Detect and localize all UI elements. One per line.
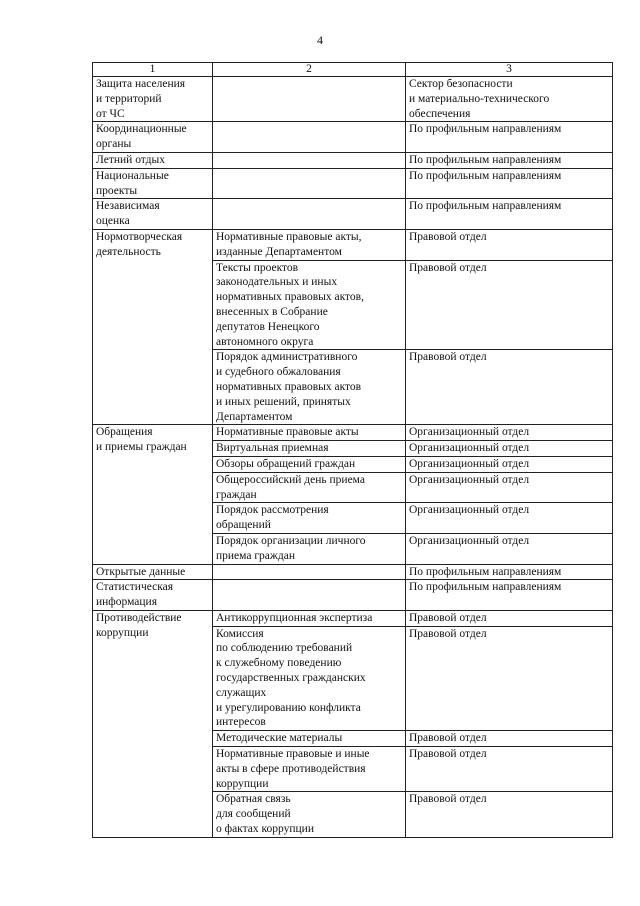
cell-text-line: Защита населения (96, 78, 186, 90)
cell-text-line: деятельность (96, 245, 161, 258)
table-cell-col2 (213, 731, 406, 747)
cell-text-line: о фактах коррупции (216, 823, 314, 836)
table-row (93, 425, 613, 441)
table-row (93, 152, 613, 168)
cell-text-line: оценка (96, 215, 130, 228)
table-cell-col1 (93, 229, 213, 424)
cell-text-line: информация (96, 596, 157, 609)
column-header: 1 (93, 63, 213, 77)
table-cell-col1 (93, 564, 213, 580)
cell-text-line: Независимая (96, 200, 160, 213)
cell-text-line: и иных решений, принятых (216, 395, 351, 408)
table-cell-col2 (213, 472, 406, 503)
table-cell-col2 (213, 122, 406, 153)
table-header-row (93, 63, 613, 77)
cell-text-line: Правовой отдел (409, 732, 487, 745)
table-cell-col2 (213, 152, 406, 168)
table-cell-col3 (406, 472, 613, 503)
table-cell-col1 (93, 122, 213, 153)
table-cell-col1 (93, 152, 213, 168)
table-cell-col2 (213, 260, 406, 350)
cell-text-line: приема граждан (216, 549, 295, 562)
cell-text-line: Обзоры обращений граждан (216, 457, 356, 470)
cell-text-line: Нормотворческая (96, 230, 183, 243)
table-cell-col1 (93, 77, 213, 122)
table-row (93, 122, 613, 153)
cell-text-line: и материально-технического (409, 92, 550, 105)
table-cell-col3 (406, 229, 613, 260)
cell-text-line: Правовой отдел (409, 748, 487, 761)
cell-text-line: органы (96, 138, 132, 151)
cell-text-line: акты в сфере противодействия (216, 762, 366, 775)
cell-text-line: Сектор безопасности (409, 78, 513, 90)
table-cell-col3 (406, 731, 613, 747)
table-cell-col1 (93, 580, 213, 611)
table-cell-col2 (213, 456, 406, 472)
cell-text-line: Противодействие (96, 611, 182, 624)
cell-text-line: Организационный отдел (409, 473, 530, 486)
table-row (93, 77, 613, 122)
cell-text-line: изданные Департаментом (216, 245, 342, 258)
cell-text-line: обращений (216, 519, 271, 532)
table-row (93, 229, 613, 260)
table-cell-col2 (213, 533, 406, 564)
table-cell-col3 (406, 456, 613, 472)
cell-text-line: Правовой отдел (409, 793, 487, 806)
cell-text-line: и урегулированию конфликта (216, 701, 361, 714)
table-cell-col3 (406, 425, 613, 441)
table-row (93, 580, 613, 611)
cell-text-line: Координационные (96, 123, 187, 136)
cell-text-line: Правовой отдел (409, 230, 487, 243)
cell-text-line: Тексты проектов (216, 261, 299, 274)
cell-text-line: Обращения (96, 426, 153, 439)
cell-text-line: Организационный отдел (409, 426, 530, 439)
table-cell-col3 (406, 260, 613, 350)
table-cell-col3 (406, 199, 613, 230)
cell-text-line: Методические материалы (216, 732, 343, 745)
table-cell-col3 (406, 747, 613, 792)
cell-text-line: Виртуальная приемная (216, 442, 329, 455)
table-cell-col3 (406, 792, 613, 837)
table-cell-col3 (406, 580, 613, 611)
cell-text-line: Организационный отдел (409, 534, 530, 547)
cell-text-line: служащих (216, 686, 267, 699)
table-body (93, 77, 613, 838)
cell-text-line: Правовой отдел (409, 351, 487, 364)
table-cell-col3 (406, 533, 613, 564)
cell-text-line: По профильным направлениям (409, 581, 562, 594)
cell-text-line: Нормативные правовые акты (216, 426, 359, 439)
table-row (93, 199, 613, 230)
cell-text-line: интересов (216, 716, 266, 729)
cell-text-line: и приемы граждан (96, 441, 187, 454)
cell-text-line: граждан (216, 488, 257, 501)
cell-text-line: внесенных в Собрание (216, 305, 328, 318)
cell-text-line: Департаментом (216, 410, 293, 423)
table-cell-col3 (406, 441, 613, 457)
cell-text-line: Правовой отдел (409, 611, 487, 624)
table-row (93, 610, 613, 626)
table-cell-col3 (406, 503, 613, 534)
table-cell-col3 (406, 564, 613, 580)
table-cell-col3 (406, 77, 613, 122)
page-number: 4 (317, 33, 323, 47)
table-cell-col2 (213, 77, 406, 122)
table-cell-col2 (213, 168, 406, 199)
table-cell-col3 (406, 350, 613, 425)
cell-text-line: Общероссийский день приема (216, 473, 365, 486)
table-cell-col2 (213, 747, 406, 792)
table-cell-col2 (213, 580, 406, 611)
table-cell-col2 (213, 503, 406, 534)
column-header: 2 (213, 63, 406, 77)
table-cell-col2 (213, 792, 406, 837)
cell-text-line: коррупции (96, 626, 149, 639)
cell-text-line: законодательных и иных (216, 276, 338, 289)
document-table (92, 62, 613, 838)
cell-text-line: нормативных правовых актов (216, 380, 362, 393)
cell-text-line: Комиссия (216, 627, 264, 640)
cell-text-line: Национальные (96, 169, 169, 182)
table-cell-col1 (93, 610, 213, 837)
table-cell-col3 (406, 122, 613, 153)
cell-text-line: нормативных правовых актов, (216, 291, 364, 304)
table-cell-col2 (213, 199, 406, 230)
cell-text-line: Организационный отдел (409, 442, 530, 455)
cell-text-line: Порядок административного (216, 351, 358, 364)
cell-text-line: от ЧС (96, 107, 125, 120)
table-cell-col3 (406, 168, 613, 199)
cell-text-line: государственных гражданских (216, 672, 366, 685)
cell-text-line: По профильным направлениям (409, 123, 562, 136)
cell-text-line: Нормативные правовые акты, (216, 230, 362, 243)
table-cell-col2 (213, 564, 406, 580)
cell-text-line: По профильным направлениям (409, 565, 562, 578)
cell-text-line: для сообщений (216, 808, 291, 821)
cell-text-line: Открытые данные (96, 565, 186, 578)
table-row (93, 168, 613, 199)
table-cell-col1 (93, 425, 213, 564)
cell-text-line: Организационный отдел (409, 457, 530, 470)
table-row (93, 564, 613, 580)
table-cell-col3 (406, 152, 613, 168)
table-cell-col1 (93, 199, 213, 230)
cell-text-line: коррупции (216, 777, 269, 790)
table-cell-col2 (213, 441, 406, 457)
cell-text-line: депутатов Ненецкого (216, 320, 320, 333)
cell-text-line: по соблюдению требований (216, 642, 353, 655)
table-cell-col3 (406, 610, 613, 626)
cell-text-line: и судебного обжалования (216, 366, 341, 379)
cell-text-line: Нормативные правовые и иные (216, 748, 370, 761)
cell-text-line: и территорий (96, 92, 162, 105)
cell-text-line: Порядок организации личного (216, 534, 366, 547)
column-header: 3 (406, 63, 613, 77)
cell-text-line: автономного округа (216, 335, 314, 348)
table-cell-col2 (213, 425, 406, 441)
cell-text-line: По профильным направлениям (409, 169, 562, 182)
cell-text-line: Организационный отдел (409, 504, 530, 517)
cell-text-line: Порядок рассмотрения (216, 504, 329, 517)
table-cell-col2 (213, 229, 406, 260)
cell-text-line: По профильным направлениям (409, 153, 562, 166)
cell-text-line: Обратная связь (216, 793, 291, 806)
cell-text-line: Статистическая (96, 581, 174, 594)
cell-text-line: проекты (96, 184, 138, 197)
table-cell-col2 (213, 626, 406, 731)
table-cell-col1 (93, 168, 213, 199)
cell-text-line: Правовой отдел (409, 261, 487, 274)
table-cell-col3 (406, 626, 613, 731)
cell-text-line: Правовой отдел (409, 627, 487, 640)
table-cell-col2 (213, 350, 406, 425)
cell-text-line: к служебному поведению (216, 657, 342, 670)
cell-text-line: Антикоррупционная экспертиза (216, 611, 373, 624)
cell-text-line: По профильным направлениям (409, 200, 562, 213)
table-cell-col2 (213, 610, 406, 626)
cell-text-line: Летний отдых (96, 153, 165, 166)
cell-text-line: обеспечения (409, 107, 471, 120)
